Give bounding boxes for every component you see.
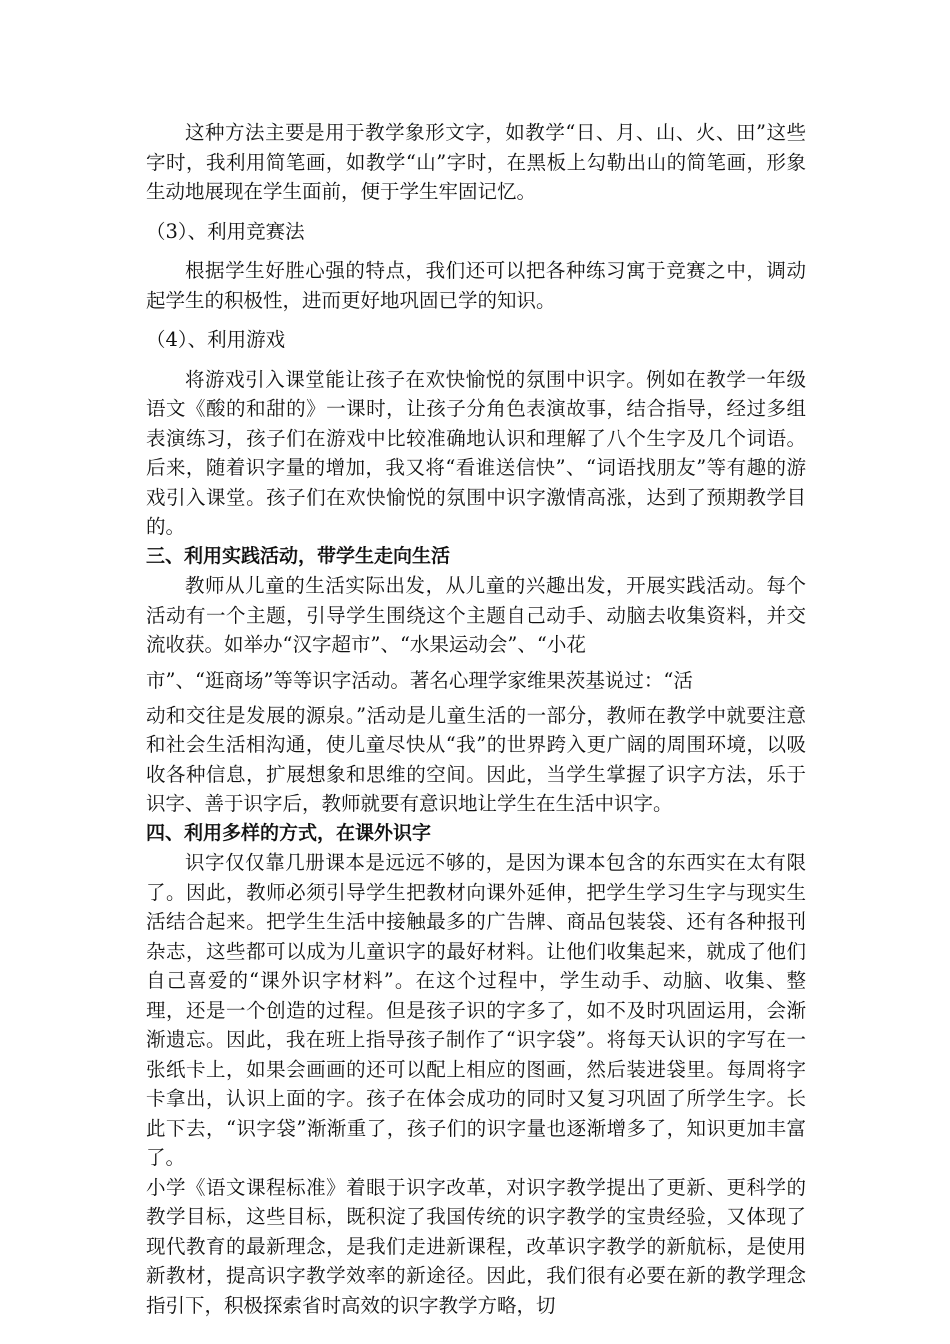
- subheading-competition: （3）、利用竞赛法: [146, 219, 305, 243]
- document-page: [146, 118, 806, 1320]
- paragraph-practice-a: 教师从儿童的生活实际出发，从儿童的兴趣出发，开展实践活动。每个活动有一个主题，引导学生围绕这个主题自己动手、动脑去收集资料，并交流收获。如举办“汉字超市”、“水果运动会”、“小花: [146, 574, 806, 656]
- paragraph-practice-b: 市”、“逛商场”等等识字活动。著名心理学家维果茨基说过：“活: [146, 668, 693, 692]
- paragraph-curriculum-standard: 小学《语文课程标准》着眼于识字改革，对识字教学提出了更新、更科学的教学目标，这些目标，既积淀了我国传统的识字教学的宝贵经验，又体现了现代教育的最新理念，是我们走进新课程，改革识字教学的新航标，是使用新教材，提高识字教学效率的新途径。因此，我们很有必要在新的教学理念指引下，积极探索省时高效的识字教学方略，切: [146, 1175, 806, 1317]
- subheading-game: （4）、利用游戏: [146, 328, 286, 351]
- section-heading-4: 四、利用多样的方式，在课外识字: [146, 821, 432, 844]
- paragraph-practice-c: 动和交往是发展的源泉。”活动是儿童生活的一部分，教师在教学中就要注意和社会生活相沟通，使儿童尽快从“我”的世界跨入更广阔的周围环境，以吸收各种信息，扩展想象和思维的空间。因此，当学生掌握了识字方法，乐于识字、善于识字后，教师就要有意识地让学生在生活中识字。: [146, 703, 806, 815]
- paragraph-extracurricular: 识字仅仅靠几册课本是远远不够的，是因为课本包含的东西实在太有限了。因此，教师必须引导学生把教材向课外延伸，把学生学习生字与现实生活结合起来。把学生生活中接触最多的广告牌、商品包装袋、还有各种报刊杂志，这些都可以成为儿童识字的最好材料。让他们收集起来，就成了他们自己喜爱的“课外识字材料”。在这个过程中，学生动手、动脑、收集、整理，还是一个创造的过程。但是孩子识的字多了，如不及时巩固运用，会渐渐遗忘。因此，我在班上指导孩子制作了“识字袋”。将每天认识的字写在一张纸卡上，如果会画画的还可以配上相应的图画，然后装进袋里。每周将字卡拿出，认识上面的字。孩子在体会成功的同时又复习巩固了所学生字。长此下去，“识字袋”渐渐重了，孩子们的识字量也逐渐增多了，知识更加丰富了。: [146, 851, 806, 1169]
- paragraph-game: 将游戏引入课堂能让孩子在欢快愉悦的氛围中识字。例如在教学一年级语文《酸的和甜的》一课时，让孩子分角色表演故事，结合指导，经过多组表演练习，孩子们在游戏中比较准确地认识和理解了八个生字及几个词语。后来，随着识字量的增加，我又将“看谁送信快”、“词语找朋友”等有趣的游戏引入课堂。孩子们在欢快愉悦的氛围中识字激情高涨，达到了预期教学目的。: [146, 367, 806, 538]
- paragraph-competition: 根据学生好胜心强的特点，我们还可以把各种练习寓于竞赛之中，调动起学生的积极性，进而更好地巩固已学的知识。: [146, 259, 806, 312]
- section-heading-3: 三、利用实践活动，带学生走向生活: [146, 544, 451, 567]
- paragraph-pictograph-method: 这种方法主要是用于教学象形文字，如教学“日、月、山、火、田”这些字时，我利用简笔画，如教学“山”字时，在黑板上勾勒出山的简笔画，形象生动地展现在学生面前，便于学生牢固记忆。: [146, 121, 806, 203]
